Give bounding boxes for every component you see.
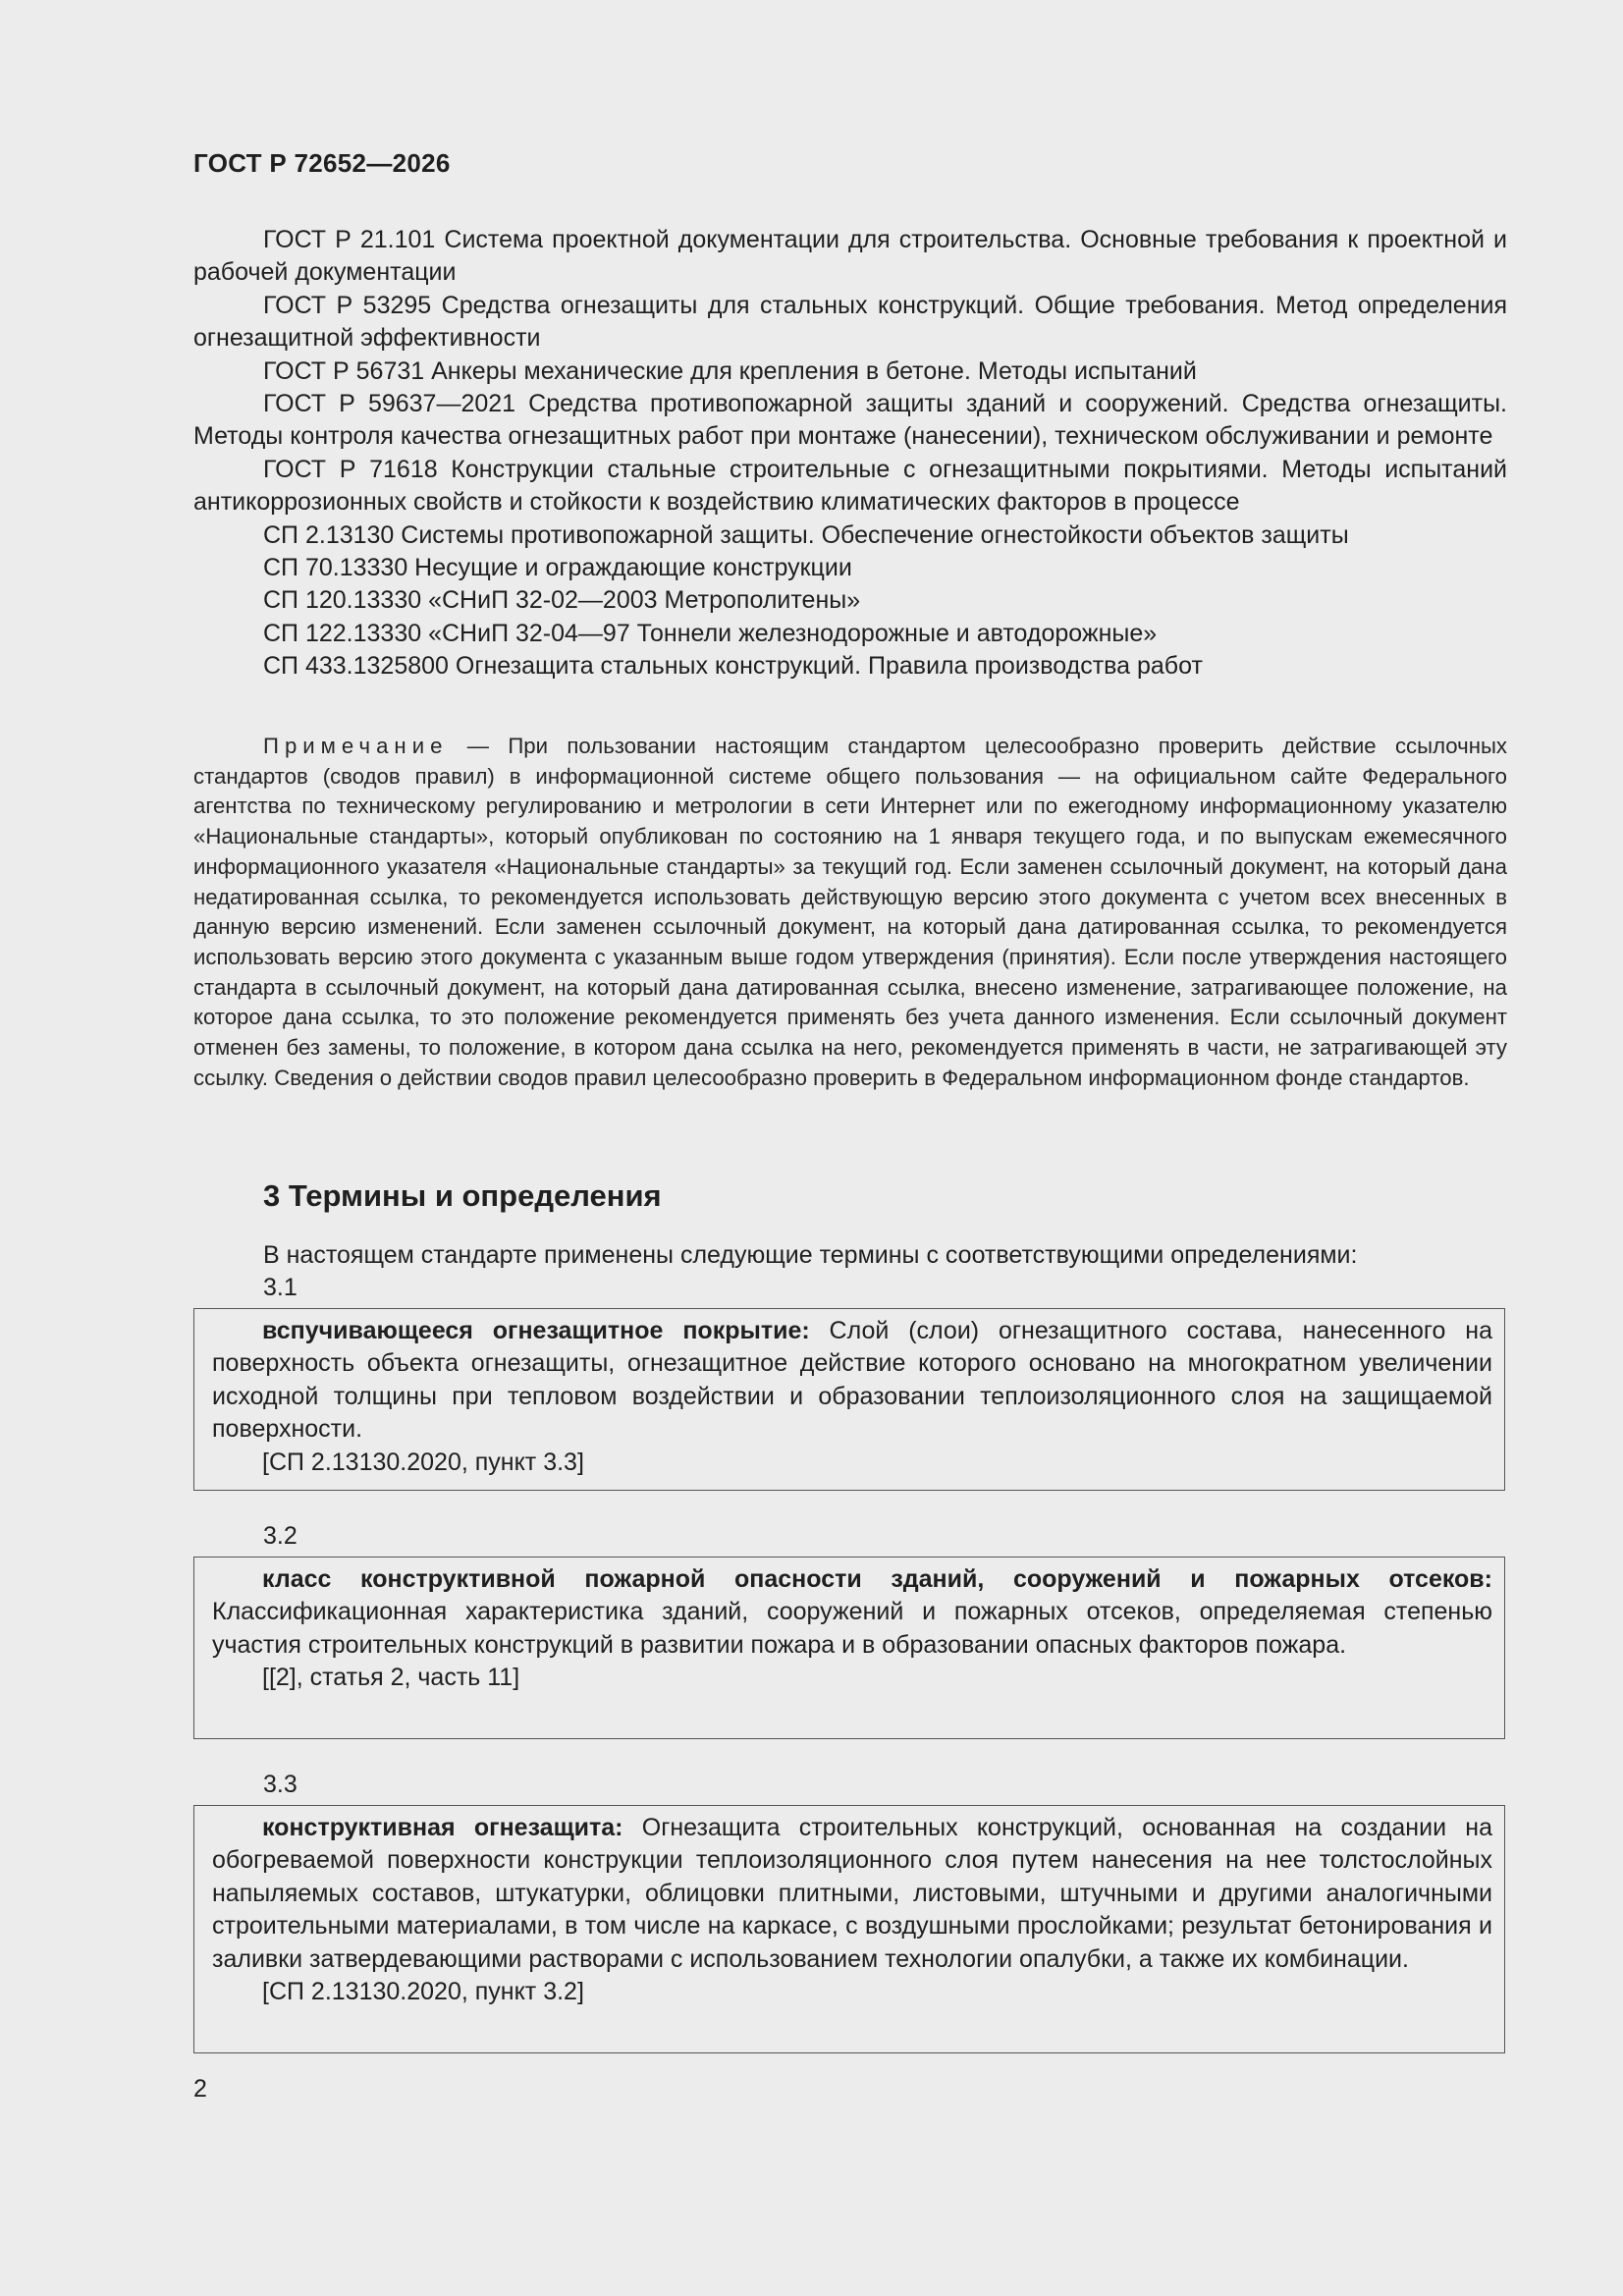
term-definition-box: [193, 1308, 1505, 1491]
term-number: 3.3: [263, 1771, 298, 1798]
section-intro: В настоящем стандарте применены следующие термины с соответствующими определениями:: [263, 1241, 1358, 1269]
reference-item: СП 70.13330 Несущие и ограждающие конструкции: [263, 554, 852, 582]
term-definition-box: [193, 1557, 1505, 1739]
term-name: класс конструктивной пожарной опасности зданий, сооружений и пожарных отсеков:: [262, 1565, 1492, 1593]
reference-item: СП 433.1325800 Огнезащита стальных конструкций. Правила производства работ: [263, 652, 1203, 681]
term-source: [СП 2.13130.2020, пункт 3.3]: [262, 1448, 584, 1476]
reference-item: ГОСТ Р 53295 Средства огнезащиты для стальных конструкций. Общие требования. Метод определения огнезащитной эффективности: [193, 291, 1507, 353]
term-number: 3.2: [263, 1522, 298, 1550]
reference-item: СП 2.13130 Системы противопожарной защиты. Обеспечение огнестойкости объектов защиты: [263, 520, 1349, 549]
term-definition: [212, 1315, 1492, 1447]
note-text: — При пользовании настоящим стандартом целесообразно проверить действие ссылочных стандартов (сводов правил) в информационной системе общего пользования — на официальном сайте Федерального агентства по техническому регулированию и метрологии в сети Интернет или по ежегодному информационному указателю «Национальные стандарты», который опубликован по состоянию на 1 января текущего года, и по выпускам ежемесячного информационного указателя «Национальные стандарты» за текущий год. Если заменен ссылочный документ, на который дана недатированная ссылка, то рекомендуется использовать действующую версию этого документа с учетом всех внесенных в данную версию изменений. Если заменен ссылочный документ, на который дана датированная ссылка, то рекомендуется использовать версию этого документа с указанным выше годом утверждения (принятия). Если после утверждения настоящего стандарта в ссылочный документ, на который дана датированная ссылка, внесено изменение, затрагивающее положение, на которое дана ссылка, то это положение рекомендуется применять без учета данного изменения. Если ссылочный документ отменен без замены, то положение, в котором дана ссылка на него, рекомендуется применять в части, не затрагивающей эту ссылку. Сведения о действии сводов правил целесообразно проверить в Федеральном информационном фонде стандартов.: [193, 734, 1507, 1090]
term-definition-box: [193, 1805, 1505, 2053]
note-paragraph: [193, 732, 1507, 1093]
term-name: вспучивающееся огнезащитное покрытие:: [262, 1317, 810, 1344]
reference-item: СП 122.13330 «СНиП 32-04—97 Тоннели железнодорожные и автодорожные»: [263, 619, 1158, 647]
page-number: 2: [193, 2075, 207, 2103]
term-definition-text: Слой (слои) огнезащитного состава, нанесенного на поверхность объекта огнезащиты, огнезащитное действие которого основано на многократном увеличении исходной толщины при тепловом воздействии и образовании теплоизоляционного слоя на защищаемой поверхности.: [212, 1317, 1492, 1444]
term-definition-text: Огнезащита строительных конструкций, основанная на создании на обогреваемой поверхности конструкции теплоизоляционного слоя путем нанесения на нее толстослойных напыляемых составов, штукатурки, облицовки плитными, листовыми, штучными и другими аналогичными строительными материалами, в том числе на каркасе, с воздушными прослойками; результат бетонирования и заливки затвердевающими растворами с использованием технологии опалубки, а также их комбинации.: [212, 1814, 1493, 1973]
term-definition: [212, 1563, 1492, 1662]
section-title: 3 Термины и определения: [263, 1178, 662, 1213]
reference-item: ГОСТ Р 21.101 Система проектной документации для строительства. Основные требования к проектной и рабочей документации: [193, 226, 1507, 287]
reference-item: ГОСТ Р 59637—2021 Средства противопожарной защиты зданий и сооружений. Средства огнезащиты. Методы контроля качества огнезащитных работ при монтаже (нанесении), техническом обслуживании и ремонте: [193, 390, 1507, 451]
reference-item: ГОСТ Р 56731 Анкеры механические для крепления в бетоне. Методы испытаний: [263, 356, 1197, 385]
normative-references-list: [193, 224, 1507, 683]
term-name: конструктивная огнезащита:: [262, 1814, 623, 1841]
document-code-header: ГОСТ Р 72652—2026: [193, 148, 451, 178]
term-source: [[2], статья 2, часть 11]: [262, 1664, 520, 1692]
note-label: Примечание: [263, 734, 449, 758]
term-definition-text: Классификационная характеристика зданий, сооружений и пожарных отсеков, определяемая степенью участия строительных конструкций в развитии пожара и в образовании опасных факторов пожара.: [212, 1598, 1492, 1659]
term-number: 3.1: [263, 1274, 298, 1301]
term-definition: [212, 1812, 1492, 1976]
reference-item: СП 120.13330 «СНиП 32-02—2003 Метрополитены»: [263, 586, 861, 615]
term-source: [СП 2.13130.2020, пункт 3.2]: [262, 1978, 584, 2006]
reference-item: ГОСТ Р 71618 Конструкции стальные строительные с огнезащитными покрытиями. Методы испытаний антикоррозионных свойств и стойкости к воздействию климатических факторов в процессе: [193, 455, 1507, 517]
